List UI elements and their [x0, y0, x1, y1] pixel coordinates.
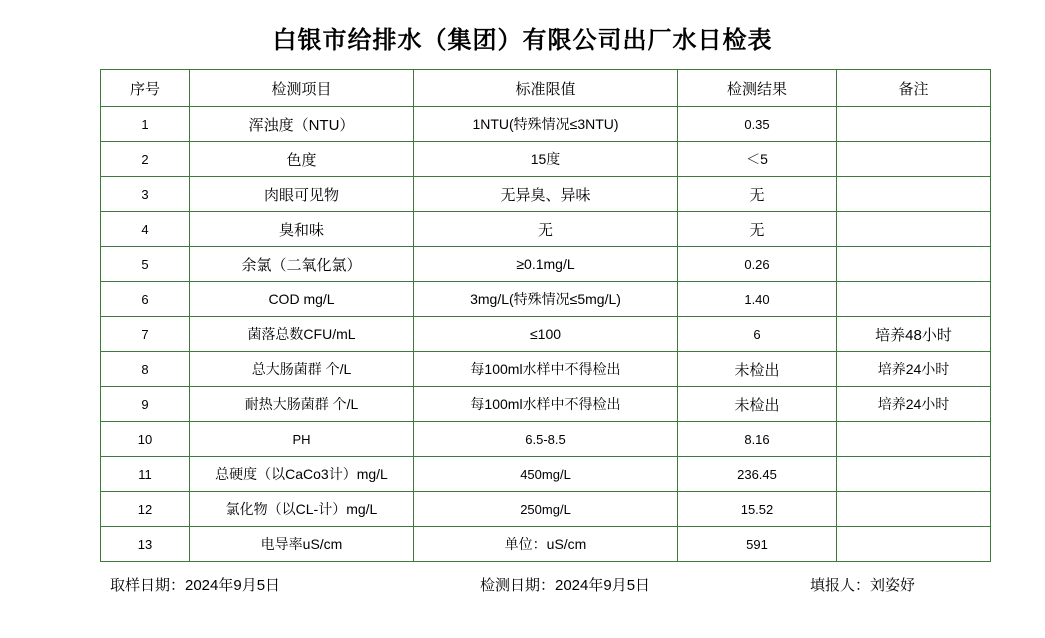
header-cell-std: 标准限值 [414, 70, 678, 107]
cell-no: 5 [101, 247, 190, 282]
reporter: 填报人：刘姿妤 [809, 577, 915, 594]
cell-no: 3 [101, 177, 190, 212]
cell-no: 13 [101, 527, 190, 562]
cell-no: 7 [101, 317, 190, 352]
cell-item: 耐热大肠菌群 个/L [190, 387, 414, 422]
header-cell-no: 序号 [101, 70, 190, 107]
cell-std: 单位：uS/cm [414, 527, 678, 562]
table-header [101, 70, 991, 107]
cell-result: 1.40 [678, 282, 837, 317]
cell-note [837, 177, 991, 212]
cell-result: 8.16 [678, 422, 837, 457]
report-table-wrapper [100, 69, 952, 562]
cell-note [837, 142, 991, 177]
cell-item: COD mg/L [190, 282, 414, 317]
cell-no: 1 [101, 107, 190, 142]
cell-no: 8 [101, 352, 190, 387]
cell-std: 6.5-8.5 [414, 422, 678, 457]
table-row [101, 247, 991, 282]
table-row [101, 142, 991, 177]
table-row [101, 107, 991, 142]
header-cell-note: 备注 [837, 70, 991, 107]
table-row [101, 422, 991, 457]
cell-result: 未检出 [678, 387, 837, 422]
table-row [101, 387, 991, 422]
cell-note [837, 212, 991, 247]
cell-std: 450mg/L [414, 457, 678, 492]
table-row [101, 457, 991, 492]
cell-note [837, 422, 991, 457]
page-title: 白银市给排水（集团）有限公司出厂水日检表 [272, 28, 773, 54]
cell-result: 236.45 [678, 457, 837, 492]
table-row [101, 317, 991, 352]
cell-note: 培养24小时 [837, 387, 991, 422]
cell-note [837, 457, 991, 492]
cell-no: 6 [101, 282, 190, 317]
header-cell-item: 检测项目 [190, 70, 414, 107]
table-row [101, 282, 991, 317]
document-footer [100, 574, 945, 595]
table-row [101, 527, 991, 562]
cell-std: 无 [414, 212, 678, 247]
cell-std: 250mg/L [414, 492, 678, 527]
cell-std: ≤100 [414, 317, 678, 352]
cell-item: 色度 [190, 142, 414, 177]
cell-item: 电导率uS/cm [190, 527, 414, 562]
cell-item: 总大肠菌群 个/L [190, 352, 414, 387]
cell-no: 2 [101, 142, 190, 177]
cell-no: 10 [101, 422, 190, 457]
cell-item: 臭和味 [190, 212, 414, 247]
cell-result: 无 [678, 177, 837, 212]
table-header-row [101, 70, 991, 107]
cell-no: 12 [101, 492, 190, 527]
header-cell-result: 检测结果 [678, 70, 837, 107]
cell-item: 菌落总数CFU/mL [190, 317, 414, 352]
cell-std: 无异臭、异味 [414, 177, 678, 212]
cell-note: 培养48小时 [837, 317, 991, 352]
cell-item: 肉眼可见物 [190, 177, 414, 212]
cell-item: PH [190, 422, 414, 457]
table-body [101, 107, 991, 562]
cell-result: 0.26 [678, 247, 837, 282]
cell-std: 3mg/L(特殊情况≤5mg/L) [414, 282, 678, 317]
cell-note [837, 527, 991, 562]
cell-no: 11 [101, 457, 190, 492]
sampling-date: 取样日期：2024年9月5日 [110, 577, 281, 594]
cell-item: 余氯（二氧化氯） [190, 247, 414, 282]
cell-result: 未检出 [678, 352, 837, 387]
table-row [101, 492, 991, 527]
cell-result: 6 [678, 317, 837, 352]
cell-no: 4 [101, 212, 190, 247]
testing-date: 检测日期：2024年9月5日 [479, 577, 651, 594]
cell-note [837, 107, 991, 142]
cell-std: 每100ml水样中不得检出 [414, 352, 678, 387]
cell-result: 无 [678, 212, 837, 247]
document-page [0, 20, 1045, 638]
table-row [101, 177, 991, 212]
cell-std: 15度 [414, 142, 678, 177]
cell-result: 591 [678, 527, 837, 562]
cell-result: 0.35 [678, 107, 837, 142]
table-row [101, 352, 991, 387]
cell-std: 1NTU(特殊情况≤3NTU) [414, 107, 678, 142]
cell-note [837, 247, 991, 282]
cell-note [837, 492, 991, 527]
table-row [101, 212, 991, 247]
cell-std: ≥0.1mg/L [414, 247, 678, 282]
cell-note: 培养24小时 [837, 352, 991, 387]
cell-std: 每100ml水样中不得检出 [414, 387, 678, 422]
cell-result: 15.52 [678, 492, 837, 527]
cell-note [837, 282, 991, 317]
cell-item: 总硬度（以CaCo3计）mg/L [190, 457, 414, 492]
cell-no: 9 [101, 387, 190, 422]
water-quality-report-table [100, 69, 991, 562]
cell-item: 氯化物（以CL-计）mg/L [190, 492, 414, 527]
cell-item: 浑浊度（NTU） [190, 107, 414, 142]
cell-result: ＜5 [678, 142, 837, 177]
